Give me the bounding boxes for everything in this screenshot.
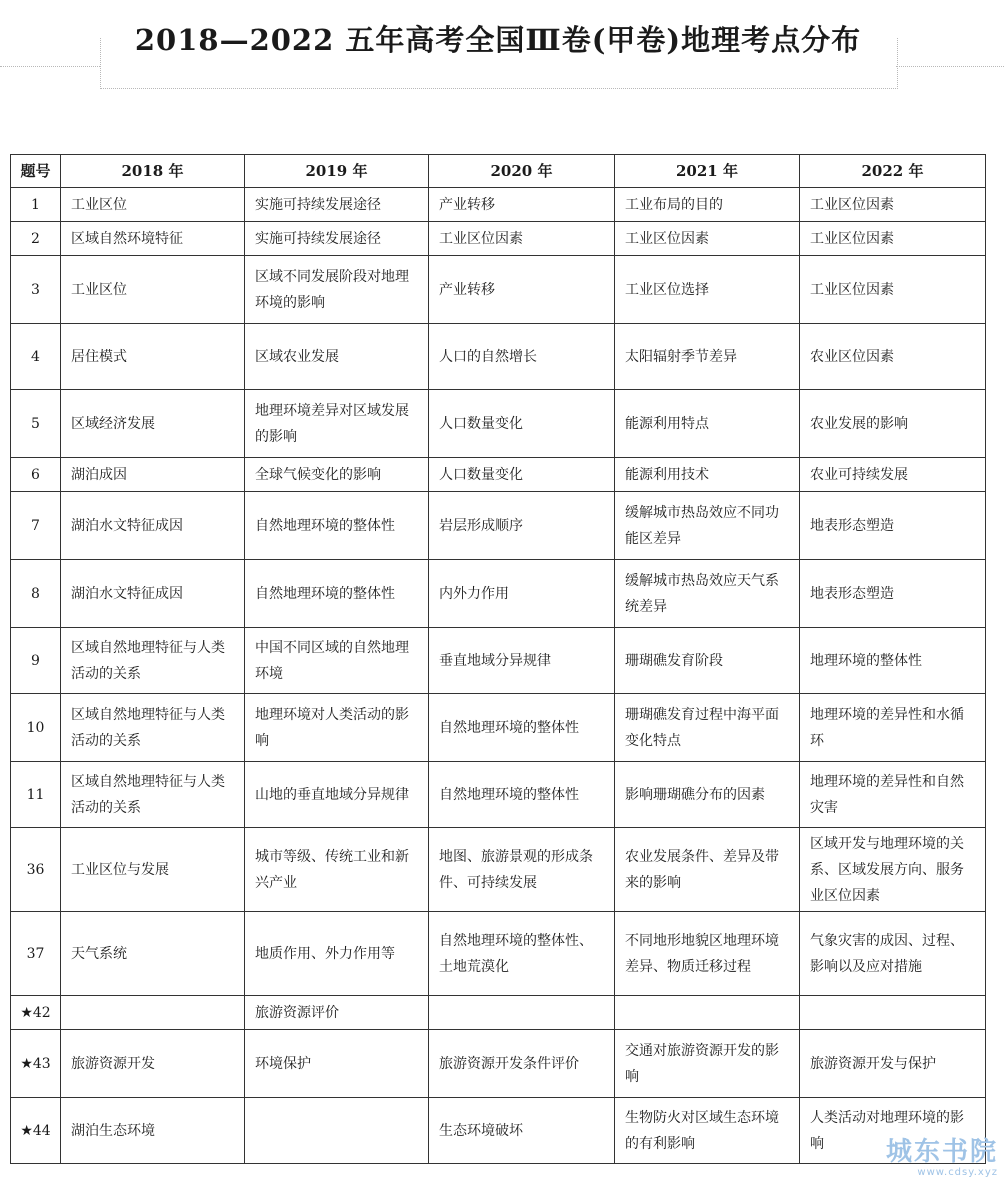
question-number-cell: 4 bbox=[11, 324, 61, 390]
topic-cell: 旅游资源开发 bbox=[61, 1030, 245, 1098]
column-header: 2019 年 bbox=[245, 155, 429, 188]
topic-cell: 影响珊瑚礁分布的因素 bbox=[615, 762, 800, 828]
table-row bbox=[11, 694, 986, 762]
topic-cell: 垂直地域分异规律 bbox=[429, 628, 615, 694]
topic-cell: 产业转移 bbox=[429, 188, 615, 222]
table-row bbox=[11, 560, 986, 628]
topic-cell: 珊瑚礁发育阶段 bbox=[615, 628, 800, 694]
column-header: 2020 年 bbox=[429, 155, 615, 188]
topic-cell: 生态环境破坏 bbox=[429, 1098, 615, 1164]
topic-cell: 农业可持续发展 bbox=[800, 458, 986, 492]
dotted-rule-right bbox=[896, 66, 1004, 67]
topic-cell: 居住模式 bbox=[61, 324, 245, 390]
topic-cell: 产业转移 bbox=[429, 256, 615, 324]
column-header: 题号 bbox=[11, 155, 61, 188]
table-row bbox=[11, 458, 986, 492]
table-row bbox=[11, 222, 986, 256]
topic-cell: 区域自然地理特征与人类活动的关系 bbox=[61, 694, 245, 762]
topic-cell bbox=[245, 1098, 429, 1164]
topic-cell: 工业区位因素 bbox=[429, 222, 615, 256]
topic-cell bbox=[429, 996, 615, 1030]
topic-cell bbox=[615, 996, 800, 1030]
topic-cell: 工业区位因素 bbox=[800, 256, 986, 324]
dotted-rule-left bbox=[0, 66, 100, 67]
topic-cell: 地理环境差异对区域发展的影响 bbox=[245, 390, 429, 458]
table-row bbox=[11, 1098, 986, 1164]
topic-cell: 旅游资源评价 bbox=[245, 996, 429, 1030]
topic-cell: 气象灾害的成因、过程、影响以及应对措施 bbox=[800, 912, 986, 996]
column-header: 2018 年 bbox=[61, 155, 245, 188]
topic-cell: 湖泊水文特征成因 bbox=[61, 560, 245, 628]
topic-cell: 湖泊水文特征成因 bbox=[61, 492, 245, 560]
question-number-cell: 5 bbox=[11, 390, 61, 458]
table-row bbox=[11, 390, 986, 458]
table-row bbox=[11, 628, 986, 694]
topic-cell bbox=[61, 996, 245, 1030]
topic-cell: 区域不同发展阶段对地理环境的影响 bbox=[245, 256, 429, 324]
question-number-cell: ★44 bbox=[11, 1098, 61, 1164]
topic-cell: 区域自然地理特征与人类活动的关系 bbox=[61, 628, 245, 694]
column-header: 2022 年 bbox=[800, 155, 986, 188]
question-number-cell: 3 bbox=[11, 256, 61, 324]
question-number-cell: 11 bbox=[11, 762, 61, 828]
topic-cell: 湖泊生态环境 bbox=[61, 1098, 245, 1164]
topic-cell: 不同地形地貌区地理环境差异、物质迁移过程 bbox=[615, 912, 800, 996]
topic-cell: 地理环境的差异性和自然灾害 bbox=[800, 762, 986, 828]
topic-cell: 工业区位与发展 bbox=[61, 828, 245, 912]
topic-cell: 地理环境对人类活动的影响 bbox=[245, 694, 429, 762]
topic-cell: 旅游资源开发与保护 bbox=[800, 1030, 986, 1098]
topic-cell: 湖泊成因 bbox=[61, 458, 245, 492]
topic-cell: 城市等级、传统工业和新兴产业 bbox=[245, 828, 429, 912]
topic-cell: 天气系统 bbox=[61, 912, 245, 996]
topic-cell: 工业布局的目的 bbox=[615, 188, 800, 222]
topic-cell: 工业区位因素 bbox=[800, 188, 986, 222]
topic-cell: 环境保护 bbox=[245, 1030, 429, 1098]
table-row bbox=[11, 1030, 986, 1098]
topic-cell: 自然地理环境的整体性 bbox=[429, 694, 615, 762]
topic-cell: 缓解城市热岛效应不同功能区差异 bbox=[615, 492, 800, 560]
question-number-cell: 37 bbox=[11, 912, 61, 996]
question-number-cell: 9 bbox=[11, 628, 61, 694]
topic-cell: 实施可持续发展途径 bbox=[245, 188, 429, 222]
topic-cell: 山地的垂直地域分异规律 bbox=[245, 762, 429, 828]
question-number-cell: ★43 bbox=[11, 1030, 61, 1098]
topic-cell: 人类活动对地理环境的影响 bbox=[800, 1098, 986, 1164]
topic-cell: 区域经济发展 bbox=[61, 390, 245, 458]
topic-cell bbox=[800, 996, 986, 1030]
topic-cell: 农业发展的影响 bbox=[800, 390, 986, 458]
question-number-cell: ★42 bbox=[11, 996, 61, 1030]
topic-cell: 全球气候变化的影响 bbox=[245, 458, 429, 492]
table-row bbox=[11, 324, 986, 390]
topic-cell: 农业区位因素 bbox=[800, 324, 986, 390]
topic-cell: 交通对旅游资源开发的影响 bbox=[615, 1030, 800, 1098]
topic-cell: 区域农业发展 bbox=[245, 324, 429, 390]
title-area bbox=[0, 0, 1004, 130]
topic-cell: 自然地理环境的整体性 bbox=[245, 560, 429, 628]
topic-cell: 珊瑚礁发育过程中海平面变化特点 bbox=[615, 694, 800, 762]
topic-cell: 缓解城市热岛效应天气系统差异 bbox=[615, 560, 800, 628]
question-number-cell: 8 bbox=[11, 560, 61, 628]
table-row bbox=[11, 256, 986, 324]
topic-cell: 区域自然环境特征 bbox=[61, 222, 245, 256]
table-row bbox=[11, 762, 986, 828]
topic-cell: 地图、旅游景观的形成条件、可持续发展 bbox=[429, 828, 615, 912]
table-row bbox=[11, 188, 986, 222]
table-row bbox=[11, 828, 986, 912]
topic-cell: 能源利用技术 bbox=[615, 458, 800, 492]
topic-cell: 工业区位因素 bbox=[800, 222, 986, 256]
topic-cell: 实施可持续发展途径 bbox=[245, 222, 429, 256]
topic-cell: 人口的自然增长 bbox=[429, 324, 615, 390]
topic-cell: 地表形态塑造 bbox=[800, 492, 986, 560]
watermark-text: 城东书院 bbox=[885, 1137, 998, 1167]
table-header-row bbox=[11, 155, 986, 188]
topic-cell: 人口数量变化 bbox=[429, 390, 615, 458]
topic-cell: 自然地理环境的整体性、土地荒漠化 bbox=[429, 912, 615, 996]
question-number-cell: 1 bbox=[11, 188, 61, 222]
topic-cell: 农业发展条件、差异及带来的影响 bbox=[615, 828, 800, 912]
column-header: 2021 年 bbox=[615, 155, 800, 188]
question-number-cell: 7 bbox=[11, 492, 61, 560]
watermark bbox=[868, 1137, 998, 1179]
question-number-cell: 10 bbox=[11, 694, 61, 762]
topic-cell: 太阳辐射季节差异 bbox=[615, 324, 800, 390]
page-title: 2018—2022 五年高考全国Ⅲ卷(甲卷)地理考点分布 bbox=[118, 18, 878, 62]
question-number-cell: 6 bbox=[11, 458, 61, 492]
topic-cell: 地理环境的差异性和水循环 bbox=[800, 694, 986, 762]
topic-cell: 岩层形成顺序 bbox=[429, 492, 615, 560]
topic-cell: 区域开发与地理环境的关系、区域发展方向、服务业区位因素 bbox=[800, 828, 986, 912]
topic-cell: 地表形态塑造 bbox=[800, 560, 986, 628]
topic-cell: 地理环境的整体性 bbox=[800, 628, 986, 694]
topic-cell: 工业区位 bbox=[61, 256, 245, 324]
topic-cell: 工业区位选择 bbox=[615, 256, 800, 324]
watermark-url: www.cdsy.xyz bbox=[917, 1167, 998, 1178]
topic-cell: 工业区位因素 bbox=[615, 222, 800, 256]
topic-cell: 自然地理环境的整体性 bbox=[245, 492, 429, 560]
exam-topics-table bbox=[10, 154, 986, 1164]
topic-cell: 人口数量变化 bbox=[429, 458, 615, 492]
topic-cell: 区域自然地理特征与人类活动的关系 bbox=[61, 762, 245, 828]
topic-cell: 生物防火对区域生态环境的有利影响 bbox=[615, 1098, 800, 1164]
topic-cell: 旅游资源开发条件评价 bbox=[429, 1030, 615, 1098]
table-row bbox=[11, 492, 986, 560]
table-row bbox=[11, 996, 986, 1030]
topic-cell: 自然地理环境的整体性 bbox=[429, 762, 615, 828]
question-number-cell: 36 bbox=[11, 828, 61, 912]
topic-cell: 能源利用特点 bbox=[615, 390, 800, 458]
topic-cell: 中国不同区域的自然地理环境 bbox=[245, 628, 429, 694]
topic-cell: 工业区位 bbox=[61, 188, 245, 222]
question-number-cell: 2 bbox=[11, 222, 61, 256]
topic-cell: 内外力作用 bbox=[429, 560, 615, 628]
topic-cell: 地质作用、外力作用等 bbox=[245, 912, 429, 996]
table-row bbox=[11, 912, 986, 996]
